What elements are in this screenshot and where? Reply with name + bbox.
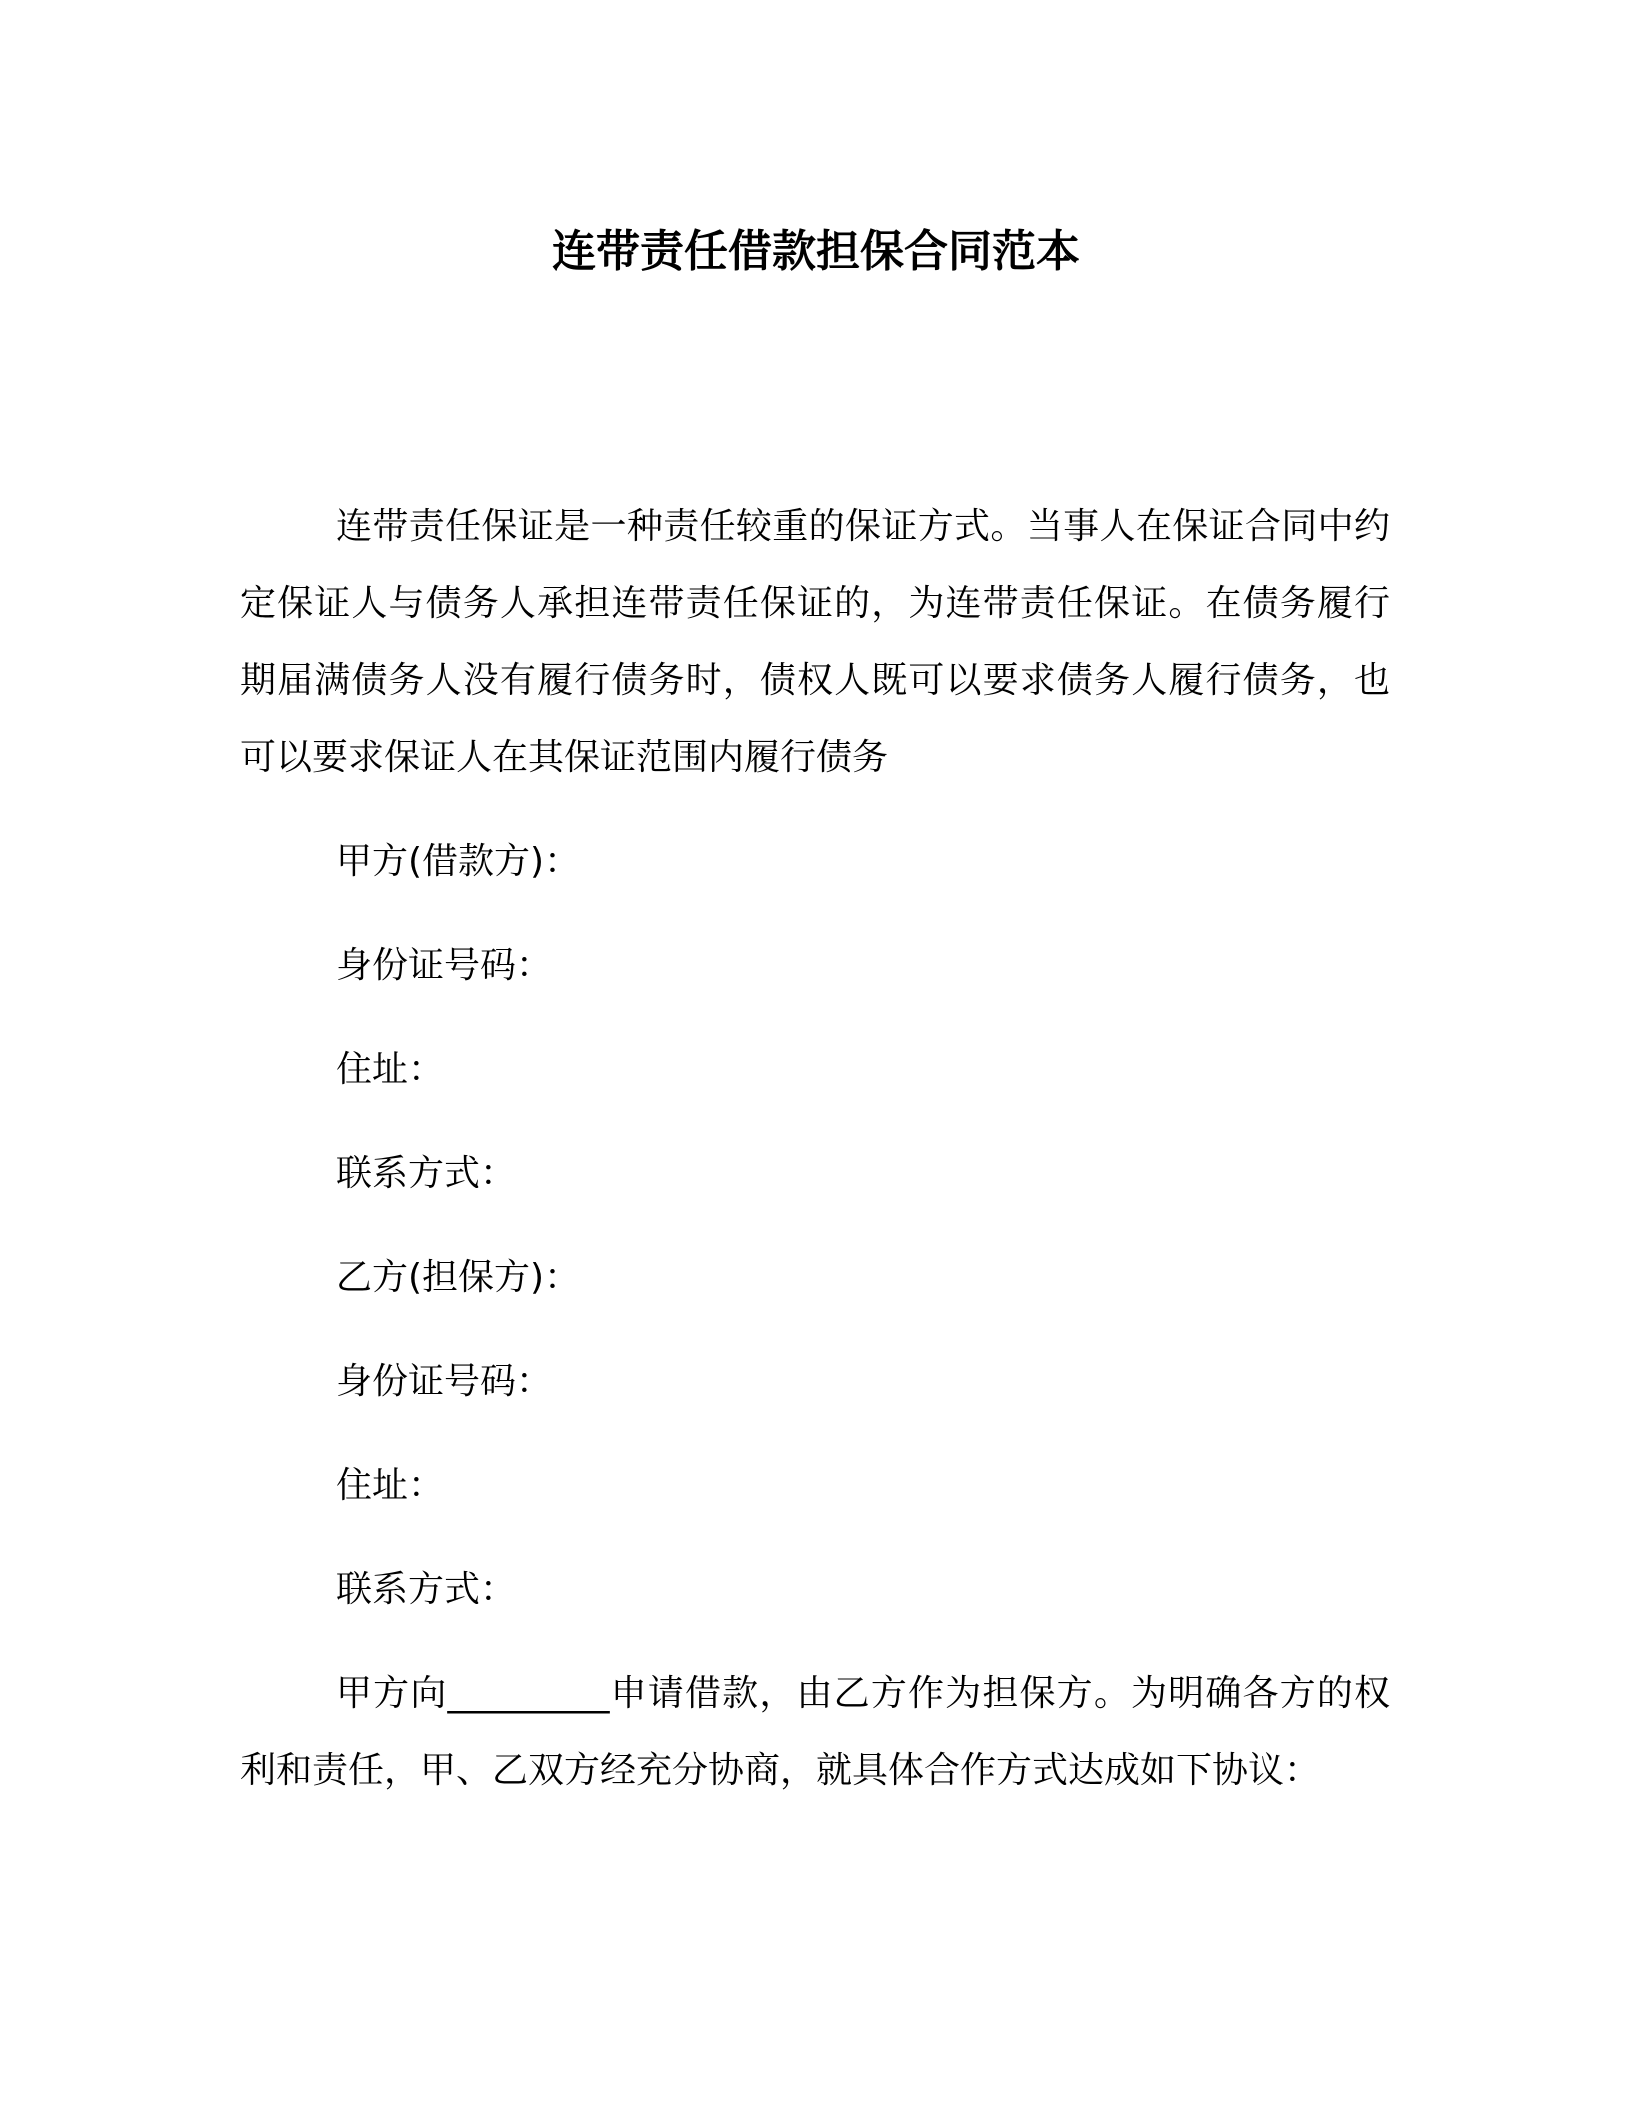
agreement-paragraph: 甲方向_________申请借款，由乙方作为担保方。为明确各方的权利和责任，甲、乙双方经充分协商，就具体合作方式达成如下协议： [240, 1673, 1390, 1791]
spacer [240, 1628, 1390, 1655]
spacer [240, 1004, 1390, 1031]
party-b-label: 乙方(担保方)： [336, 1257, 581, 1298]
party-b-id-label: 身份证号码： [336, 1361, 553, 1402]
document-body [240, 488, 1390, 1809]
spacer [240, 900, 1390, 927]
party-b-contact-label: 联系方式： [336, 1569, 517, 1610]
spacer [240, 1524, 1390, 1551]
spacer [240, 1212, 1390, 1239]
party-a-label: 甲方(借款方)： [336, 841, 581, 882]
spacer [240, 1108, 1390, 1135]
spacer [240, 1316, 1390, 1343]
spacer [240, 796, 1390, 823]
intro-paragraph: 连带责任保证是一种责任较重的保证方式。当事人在保证合同中约定保证人与债务人承担连带责任保证的，为连带责任保证。在债务履行期届满债务人没有履行债务时，债权人既可以要求债务人履行债务，也可以要求保证人在其保证范围内履行债务 [240, 506, 1390, 778]
party-a-id-label: 身份证号码： [336, 945, 553, 986]
spacer [240, 1420, 1390, 1447]
party-a-contact-label: 联系方式： [336, 1153, 517, 1194]
party-b-address-label: 住址： [336, 1465, 445, 1506]
party-a-address-label: 住址： [336, 1049, 445, 1090]
document-title: 连带责任借款担保合同范本 [552, 226, 1080, 277]
